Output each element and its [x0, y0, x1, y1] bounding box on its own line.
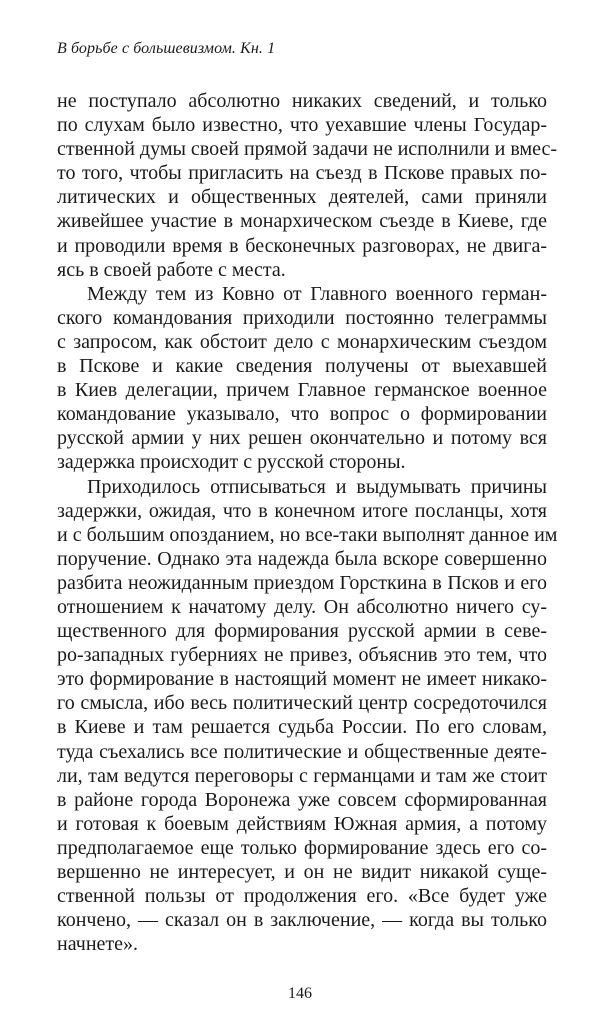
- text-line: щественного для формирования русской армии в севе-: [57, 620, 547, 643]
- text-line: ственной пользы от продолжения его. «Все будет уже: [57, 885, 547, 908]
- paragraph-2: [57, 282, 547, 475]
- text-line: вершенно не интересует, и он не видит никакой суще-: [57, 861, 547, 883]
- text-line: русской армии у них решен окончательно и потому вся: [57, 427, 547, 450]
- text-line: живейшее участие в монархическом съезде в Киеве, где: [57, 210, 547, 233]
- text-line: ственной думы своей прямой задачи не исполнили и вмес-: [57, 138, 558, 161]
- text-line: то того, чтобы пригласить на съезд в Пскове правых по-: [57, 162, 547, 185]
- text-line: кончено, — сказал он в заключение, — когда вы только: [57, 909, 547, 932]
- paragraph-1: [57, 89, 558, 282]
- text-line: и с большим опозданием, но все-таки выполнят данное им: [57, 523, 558, 546]
- text-line: в районе города Воронежа уже совсем сформированная: [57, 788, 547, 811]
- text-line: в Киев делегации, причем Главное германское военное: [57, 379, 547, 402]
- text-line: отношением к начатому делу. Он абсолютно ничего су-: [57, 595, 547, 618]
- text-line: в Пскове и какие сведения получены от выехавшей: [57, 355, 547, 378]
- text-line: ского командования приходили постоянно телеграммы: [57, 306, 547, 329]
- text-line: задержки, ожидая, что в конечном итоге посланцы, хотя: [57, 499, 547, 522]
- text-line: разбита неожиданным приездом Горсткина в Псков и его: [57, 571, 547, 594]
- text-line: поручение. Однако эта надежда была вскоре совершенно: [57, 547, 547, 570]
- text-line: это формирование в настоящий момент не имеет никако-: [57, 668, 547, 691]
- running-head: В борьбе с большевизмом. Кн. 1: [57, 40, 276, 57]
- text-line: не поступало абсолютно никаких сведений, и только: [57, 90, 547, 112]
- text-line: начнете».: [57, 933, 139, 956]
- text-line: по слухам было известно, что уехавшие члены Государ-: [57, 114, 547, 137]
- text-line: в Киеве и там решается судьба России. По его словам,: [57, 716, 547, 739]
- text-line: литических и общественных деятелей, сами приняли: [57, 186, 547, 209]
- text-line: ро-западных губерниях не привез, объяснив это тем, что: [57, 644, 547, 667]
- text-line: туда съехались все политические и общественные деяте-: [57, 740, 547, 763]
- paragraph-3: [57, 475, 558, 957]
- text-line: предполагаемое еще только формирование здесь его со-: [57, 836, 547, 859]
- text-line: и готовая к боевым действиям Южная армия, а потому: [57, 812, 547, 835]
- text-line: командование указывало, что вопрос о формировании: [57, 403, 547, 426]
- page-number: 146: [288, 985, 312, 1002]
- text-line: задержка происходит с русской стороны.: [57, 451, 406, 474]
- text-line: ли, там ведутся переговоры с германцами и там же стоит: [57, 764, 547, 787]
- text-line: ясь в своей работе с места.: [57, 258, 286, 281]
- text-line: Приходилось отписываться и выдумывать причины: [87, 475, 547, 498]
- text-line: го смысла, ибо весь политический центр сосредоточился: [57, 692, 547, 715]
- text-line: Между тем из Ковно от Главного военного герман-: [87, 282, 547, 305]
- text-line: с запросом, как обстоит дело с монархическим съездом: [57, 330, 547, 353]
- text-line: и проводили время в бесконечных разговорах, не двига-: [57, 234, 547, 257]
- main-text: [57, 89, 558, 956]
